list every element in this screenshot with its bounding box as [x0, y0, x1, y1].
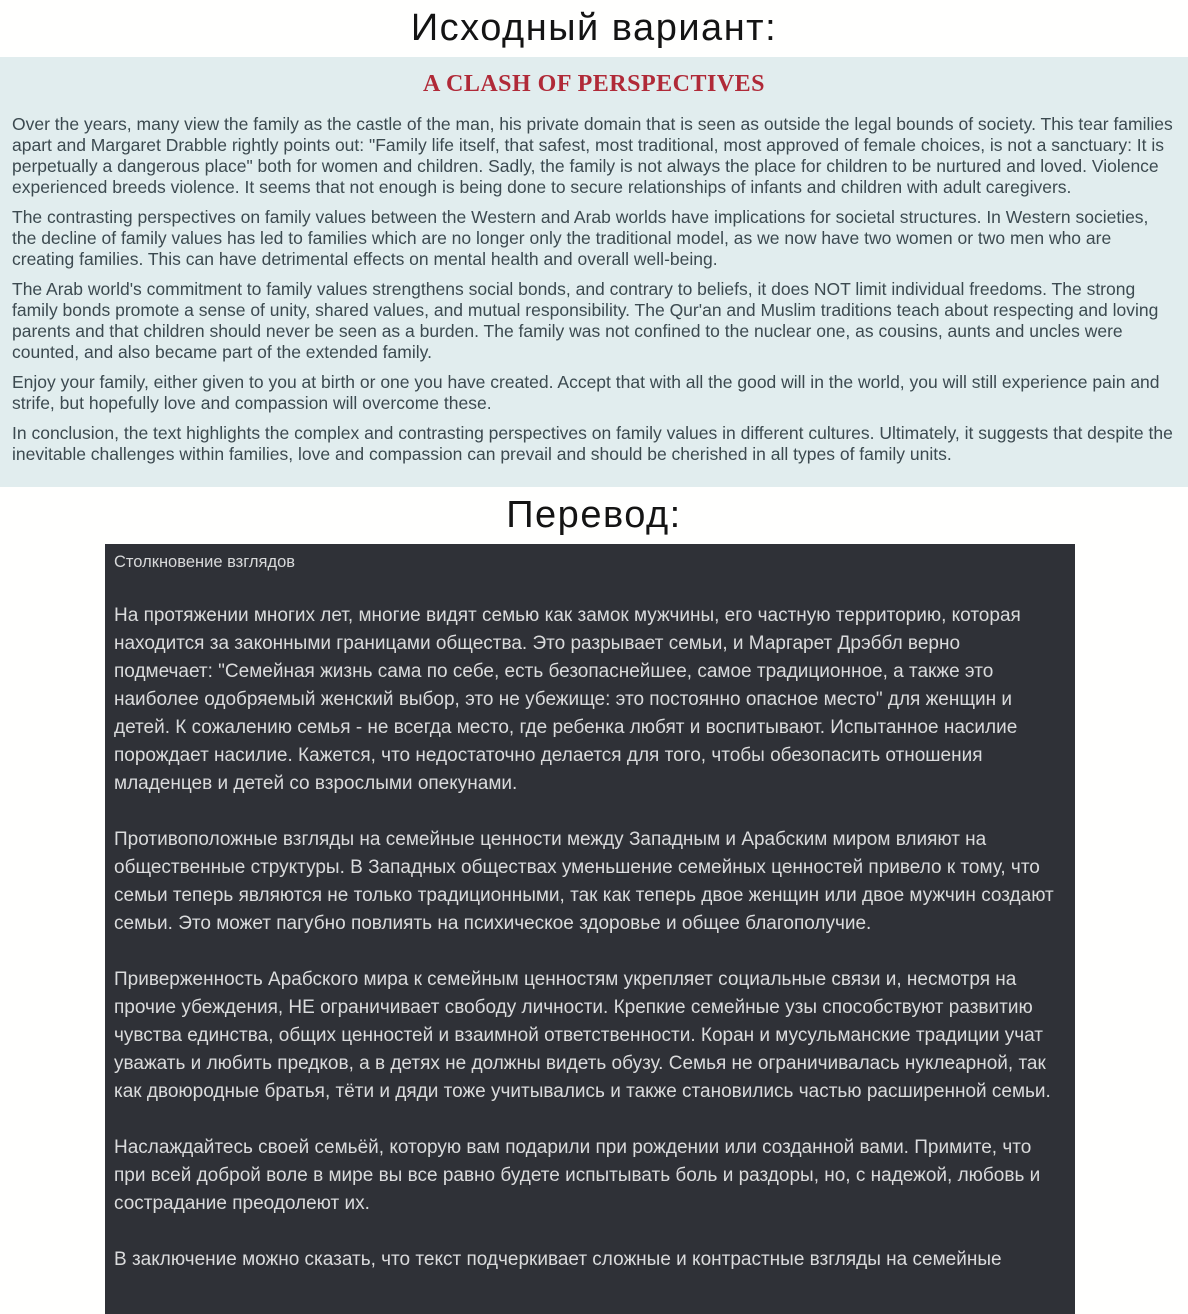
original-article-title: A CLASH OF PERSPECTIVES	[422, 71, 765, 97]
translation-paragraph: На протяжении многих лет, многие видят семью как замок мужчины, его частную территорию, которая находится за законными границами общества. Это разрывает семьи, и Маргарет Дрэббл верно подмечает: "Семейная жизнь сама по себе, есть безопаснейшее, самое традиционное, а также это наиболее одобряемый женский выбор, это не убежище: это постоянно опасное место" для женщин и детей. К сожалению семья - не всегда место, где ребенка любят и воспитывают. Испытанное насилие порождает насилие. Кажется, что недостаточно делается для того, чтобы обезопасить отношения младенцев и детей со взрослыми опекунами.	[114, 605, 1021, 794]
original-paragraph: In conclusion, the text highlights the complex and contrasting perspectives on family values in different cultures. Ultimately, it suggests that despite the inevitable challenges within families, love and compassion can prevail and should be cherished in all types of family units.	[12, 423, 1173, 464]
translation-text-box	[105, 544, 1075, 1314]
original-text-section	[0, 57, 1188, 487]
translation-paragraph: В заключение можно сказать, что текст подчеркивает сложные и контрастные взгляды на семейные	[114, 1249, 1002, 1270]
translation-paragraph: Наслаждайтесь своей семьёй, которую вам подарили при рождении или созданной вами. Примите, что при всей доброй воле в мире вы все равно будете испытывать боль и раздоры, но, с надежой, любовь и сострадание преодолеют их.	[114, 1137, 1041, 1214]
original-paragraph: Over the years, many view the family as the castle of the man, his private domain that is seen as outside the legal bounds of society. This tear families apart and Margaret Drabble rightly points out: "Family life itself, that safest, most traditional, most approved of female choices, is not a sanctuary: It is perpetually a dangerous place" both for women and children. Sadly, the family is not always the place for children to be nurtured and loved. Violence experienced breeds violence. It seems that not enough is being done to secure relationships of infants and children with adult caregivers.	[12, 114, 1173, 197]
original-paragraph: The Arab world's commitment to family values strengthens social bonds, and contrary to beliefs, it does NOT limit individual freedoms. The strong family bonds promote a sense of unity, shared values, and mutual responsibility. The Qur'an and Muslim traditions teach about respecting and loving parents and that children should never be seen as a burden. The family was not confined to the nuclear one, as cousins, aunts and uncles were counted, and also became part of the extended family.	[12, 279, 1159, 362]
translation-paragraph: Противоположные взгляды на семейные ценности между Западным и Арабским миром влияют на общественные структуры. В Западных обществах уменьшение семейных ценностей привело к тому, что семьи теперь являются не только традиционными, так как теперь двое женщин или двое мужчин создают семьи. Это может пагубно повлиять на психическое здоровье и общее благополучие.	[114, 829, 1054, 934]
translation-section-heading: Перевод:	[506, 494, 682, 536]
translation-article-title: Столкновение взглядов	[114, 553, 296, 571]
original-paragraph: Enjoy your family, either given to you at birth or one you have created. Accept that with all the good will in the world, you will still experience pain and strife, but hopefully love and compassion will overcome these.	[12, 372, 1160, 413]
original-paragraph: The contrasting perspectives on family values between the Western and Arab worlds have implications for societal structures. In Western societies, the decline of family values has led to families which are no longer only the traditional model, as we now have two women or two men who are creating families. This can have detrimental effects on mental health and overall well-being.	[12, 207, 1149, 269]
translation-paragraph: Приверженность Арабского мира к семейным ценностям укрепляет социальные связи и, несмотря на прочие убеждения, НЕ ограничивает свободу личности. Крепкие семейные узы способствуют развитию чувства единства, общих ценностей и взаимной ответственности. Коран и мусульманские традиции учат уважать и любить предков, а в детях не должны видеть обузу. Семья не ограничивалась нуклеарной, так как двоюродные братья, тёти и дяди тоже учитывались и также становились частью расширенной семьи.	[114, 969, 1051, 1102]
original-section-heading: Исходный вариант:	[410, 7, 778, 49]
